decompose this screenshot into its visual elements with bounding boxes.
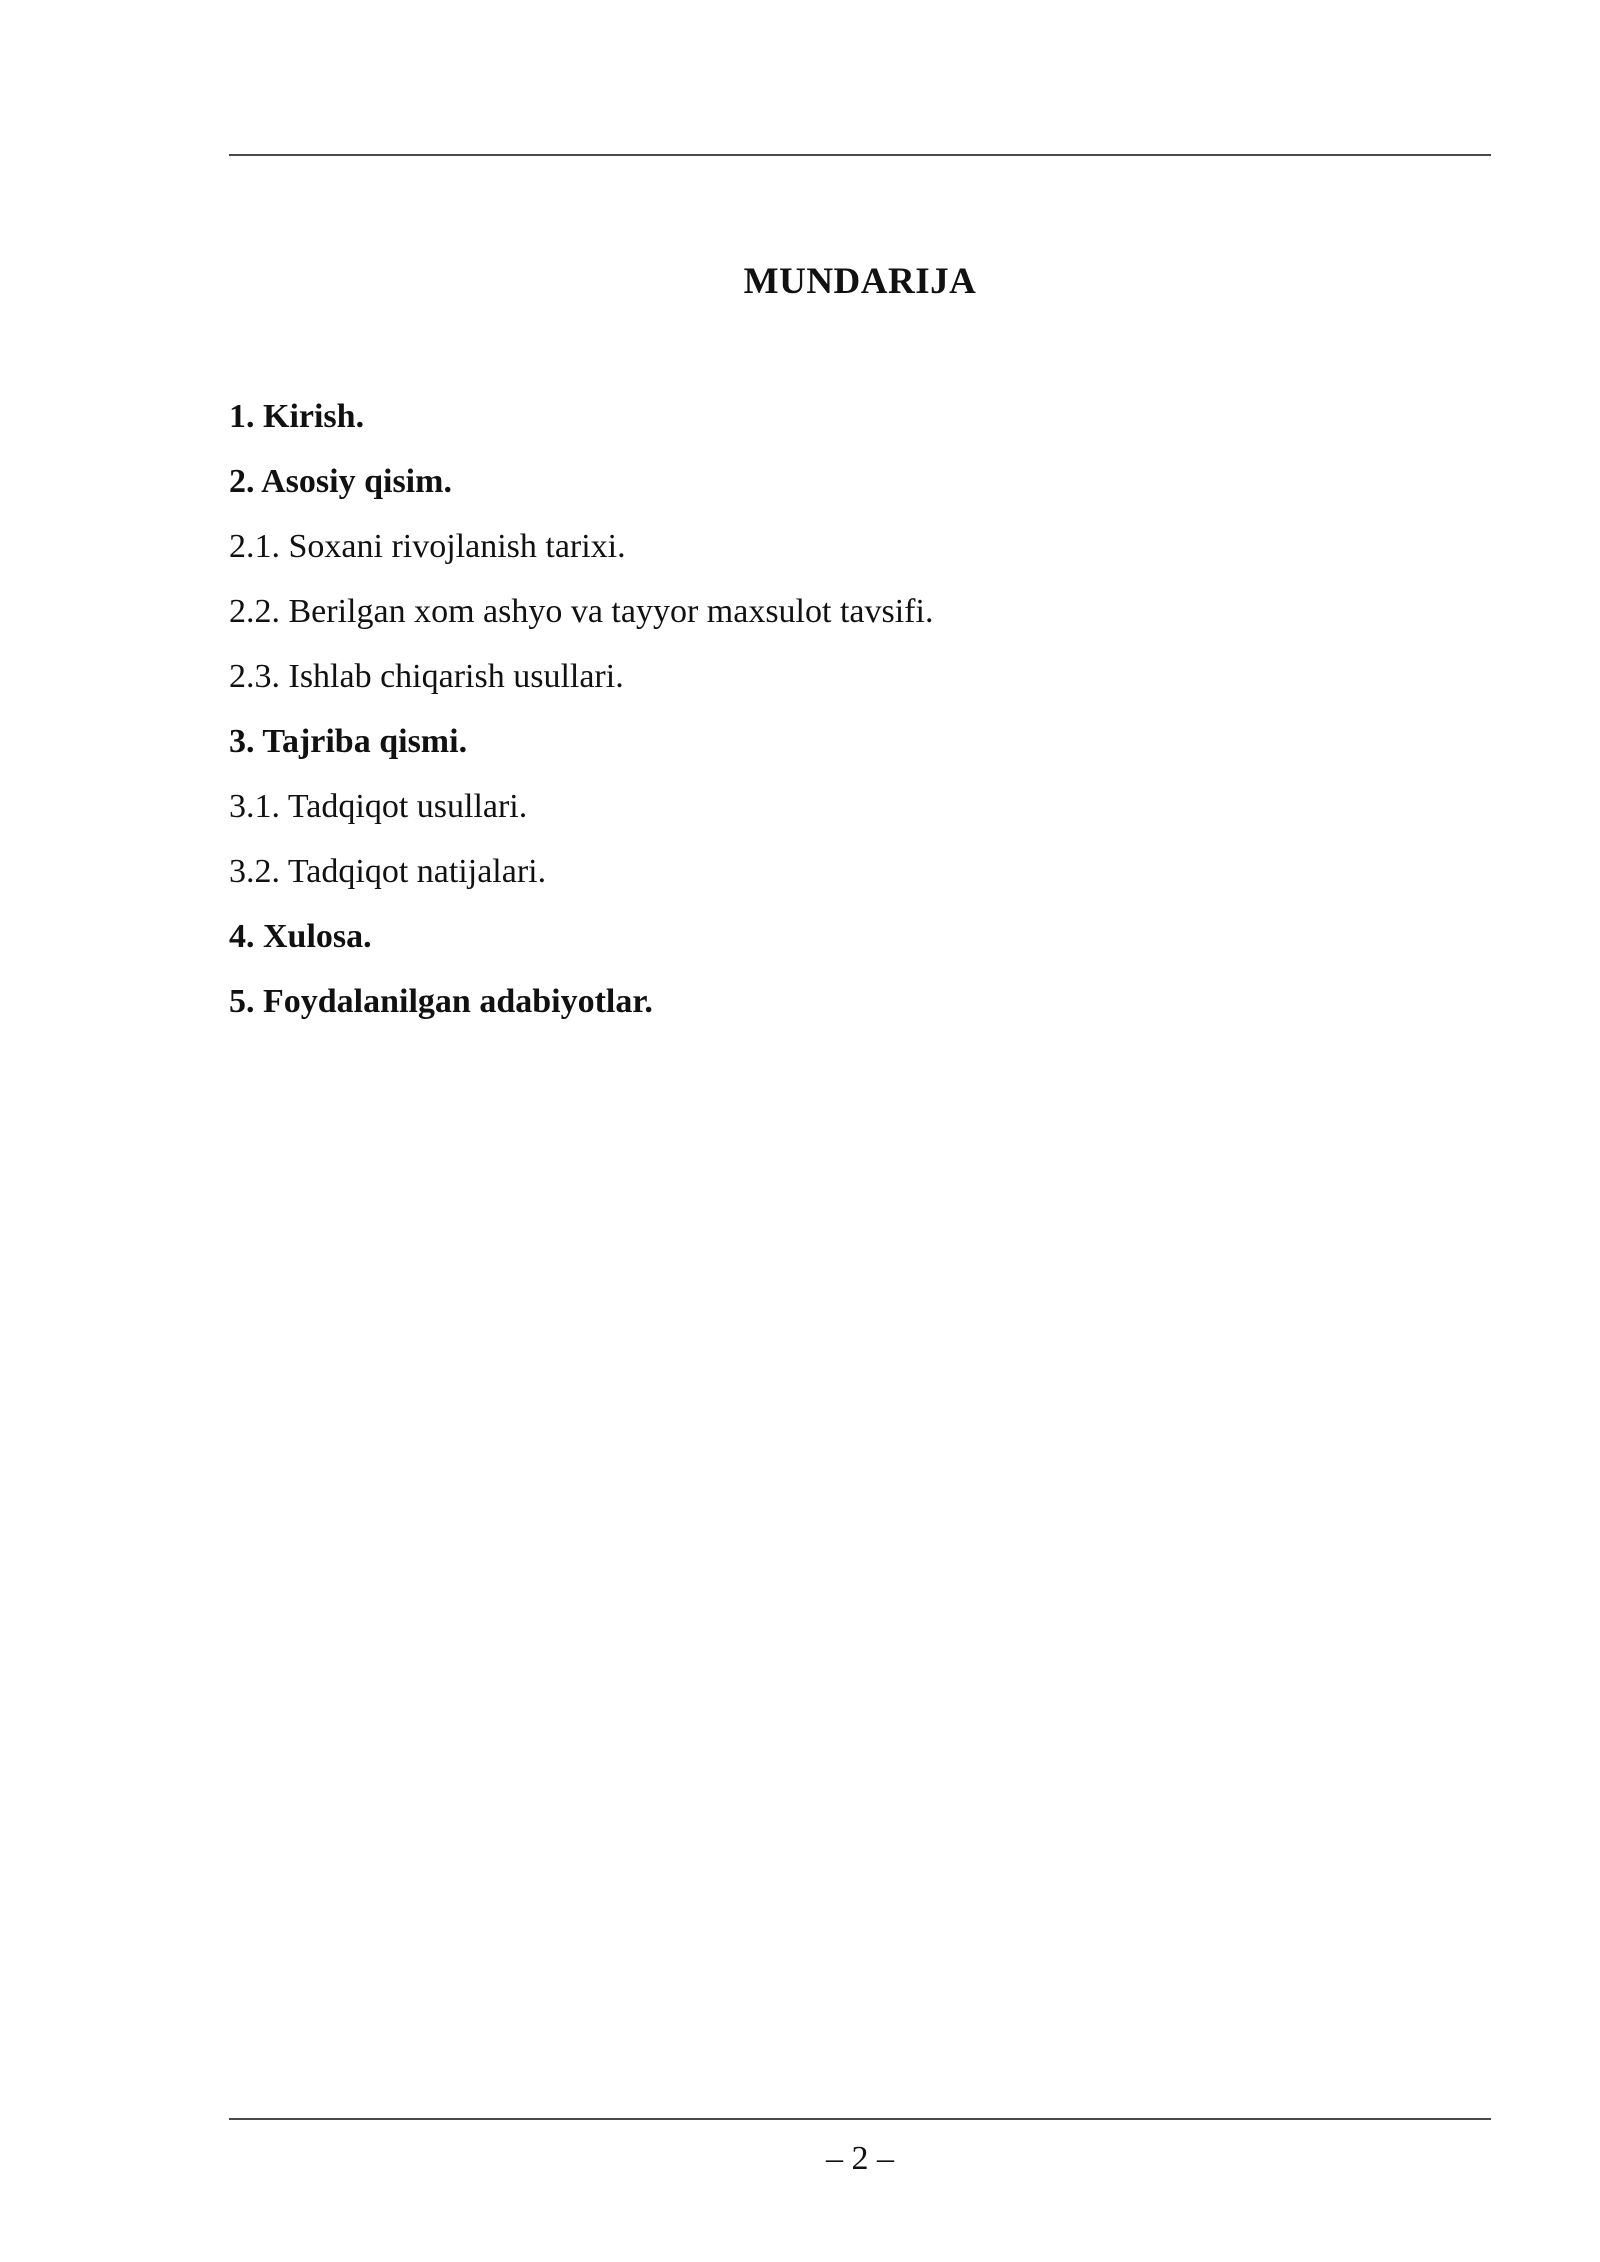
toc-entry: 3.1. Tadqiqot usullari. [229,788,528,825]
toc-entry: 2. Asosiy qisim. [229,463,452,500]
toc-entry: 1. Kirish. [229,398,365,435]
toc-entry: 4. Xulosa. [229,918,372,955]
toc-entry: 2.3. Ishlab chiqarish usullari. [229,658,624,695]
footer-rule [229,2118,1491,2120]
toc-entry: 2.1. Soxani rivojlanish tarixi. [229,528,626,565]
table-of-contents [229,384,1491,1034]
toc-entry: 2.2. Berilgan xom ashyo va tayyor maxsulot tavsifi. [229,593,934,630]
page-title: MUNDARIJA [743,261,977,302]
toc-entry: 5. Foydalanilgan adabiyotlar. [229,983,653,1020]
header-rule [229,154,1491,156]
page-number: – 2 – [826,2140,894,2177]
toc-entry: 3.2. Tadqiqot natijalari. [229,853,547,890]
toc-entry: 3. Tajriba qismi. [229,723,468,760]
